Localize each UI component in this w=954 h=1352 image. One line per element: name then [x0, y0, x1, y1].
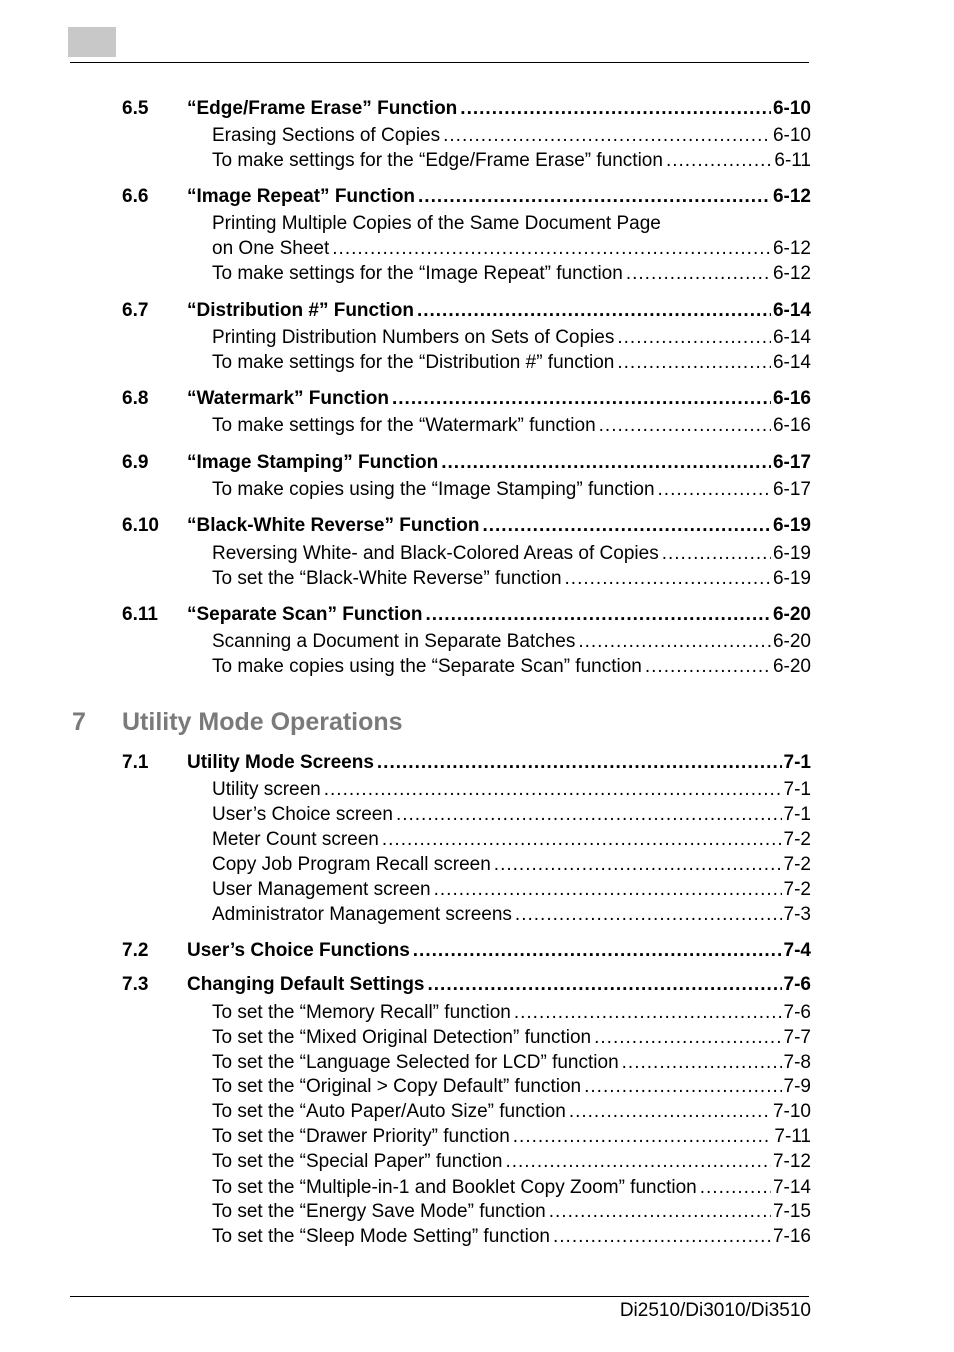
entry-title: To set the “Multiple-in-1 and Booklet Copy Zoom” function: [212, 1177, 697, 1198]
section-number: 6.11: [122, 604, 158, 625]
dot-leader: [553, 1225, 771, 1249]
page-number: 7-15: [772, 1201, 811, 1222]
entry-title: User Management screen: [212, 879, 431, 900]
entry-title: Printing Distribution Numbers on Sets of Copies: [212, 327, 615, 348]
page-number: 6-10: [772, 98, 811, 119]
entry-title: To set the “Mixed Original Detection” function: [212, 1027, 592, 1048]
toc-section-entry[interactable]: [122, 451, 811, 475]
dot-leader: [382, 828, 782, 852]
dot-leader: [332, 237, 771, 261]
page-number: 6-10: [772, 125, 811, 146]
toc-section-entry[interactable]: [122, 939, 811, 963]
entry-title: on One Sheet: [212, 238, 330, 259]
dot-leader: [599, 414, 771, 438]
page-number: 6-14: [772, 327, 811, 348]
toc-section-entry[interactable]: [122, 185, 811, 209]
dot-leader: [418, 185, 771, 209]
dot-leader: [565, 567, 771, 591]
toc-subsection-entry[interactable]: [212, 351, 811, 375]
section-number: 6.10: [122, 515, 159, 536]
page-number: 7-2: [783, 854, 811, 875]
dot-leader: [617, 351, 771, 375]
dot-leader: [700, 1176, 771, 1200]
page-number: 6-11: [774, 150, 811, 171]
chapter-tab-marker: [68, 27, 116, 57]
dot-leader: [441, 451, 771, 475]
page-number: 7-1: [783, 752, 811, 773]
section-number: 7.1: [122, 752, 149, 773]
dot-leader: [482, 514, 771, 538]
dot-leader: [425, 603, 771, 627]
dot-leader: [513, 1125, 773, 1149]
page-number: 6-20: [772, 604, 811, 625]
page-number: 6-16: [772, 415, 811, 436]
entry-title: To make settings for the “Watermark” function: [212, 415, 596, 436]
entry-title: “Black-White Reverse” Function: [187, 515, 480, 536]
toc-subsection-entry[interactable]: [212, 778, 811, 802]
entry-title: “Edge/Frame Erase” Function: [187, 98, 458, 119]
toc-subsection-entry[interactable]: [212, 1100, 811, 1124]
toc-subsection-entry[interactable]: [212, 542, 811, 566]
page-number: 7-6: [783, 1002, 811, 1023]
dot-leader: [494, 853, 782, 877]
toc-subsection-entry[interactable]: [212, 1125, 811, 1149]
entry-title: To make copies using the “Image Stamping” function: [212, 479, 655, 500]
dot-leader: [443, 124, 771, 148]
chapter-number: 7: [72, 708, 86, 736]
page-number: 7-14: [772, 1177, 811, 1198]
toc-subsection-entry[interactable]: [212, 1225, 811, 1249]
entry-title: “Separate Scan” Function: [187, 604, 423, 625]
toc-subsection-entry[interactable]: [212, 1150, 811, 1174]
page-number: 7-1: [783, 779, 811, 800]
dot-leader: [460, 97, 771, 121]
dot-leader: [578, 630, 771, 654]
footer-rule: [70, 1296, 809, 1297]
entry-title: “Image Repeat” Function: [187, 186, 416, 207]
toc-section-entry[interactable]: [122, 603, 811, 627]
toc-subsection-entry[interactable]: [212, 1176, 811, 1200]
dot-leader: [645, 655, 771, 679]
dot-leader: [666, 149, 772, 173]
page-number: 7-1: [783, 804, 811, 825]
page-number: 7-3: [783, 904, 811, 925]
page-number: 6-14: [772, 300, 811, 321]
page-number: 7-8: [783, 1052, 811, 1073]
entry-title: To make copies using the “Separate Scan” function: [212, 656, 642, 677]
entry-title: To set the “Drawer Priority” function: [212, 1126, 510, 1147]
dot-leader: [584, 1075, 781, 1099]
dot-leader: [392, 387, 771, 411]
section-number: 6.8: [122, 388, 149, 409]
toc-subsection-entry[interactable]: [212, 567, 811, 591]
toc-subsection-entry[interactable]: [212, 262, 811, 286]
toc-subsection-entry[interactable]: [212, 903, 811, 927]
entry-title: To set the “Energy Save Mode” function: [212, 1201, 546, 1222]
dot-leader: [549, 1200, 771, 1224]
toc-subsection-entry[interactable]: [212, 237, 811, 261]
dot-leader: [505, 1150, 771, 1174]
toc-subsection-entry[interactable]: [212, 1200, 811, 1224]
toc-section-entry[interactable]: [122, 299, 811, 323]
page-number: 6-19: [772, 568, 811, 589]
dot-leader: [428, 973, 782, 997]
page-number: 6-19: [772, 543, 811, 564]
page-number: 6-20: [772, 656, 811, 677]
entry-title: Administrator Management screens: [212, 904, 512, 925]
dot-leader: [413, 939, 782, 963]
toc-subsection-entry[interactable]: [212, 478, 811, 502]
page-number: 6-17: [772, 452, 811, 473]
toc-section-entry[interactable]: [122, 514, 811, 538]
section-number: 7.3: [122, 974, 149, 995]
page-number: 7-2: [783, 829, 811, 850]
entry-title: To set the “Memory Recall” function: [212, 1002, 511, 1023]
toc-subsection-entry[interactable]: [212, 124, 811, 148]
entry-title: Reversing White- and Black-Colored Areas of Copies: [212, 543, 659, 564]
entry-title: To set the “Sleep Mode Setting” function: [212, 1226, 550, 1247]
header-rule: [70, 62, 809, 63]
chapter-heading: [72, 706, 403, 738]
page-number: 6-12: [772, 263, 811, 284]
toc-subsection-entry[interactable]: [212, 1075, 811, 1099]
page-number: 6-19: [772, 515, 811, 536]
section-number: 6.6: [122, 186, 149, 207]
dot-leader: [622, 1051, 782, 1075]
dot-leader: [434, 878, 782, 902]
entry-title: “Image Stamping” Function: [187, 452, 439, 473]
toc-section-entry[interactable]: [122, 751, 811, 775]
toc-line: Printing Multiple Copies of the Same Document Page: [212, 213, 661, 234]
dot-leader: [324, 778, 782, 802]
entry-title: To set the “Black-White Reverse” function: [212, 568, 562, 589]
dot-leader: [626, 262, 771, 286]
toc-subsection-entry[interactable]: [212, 1026, 811, 1050]
toc-section-entry[interactable]: [122, 387, 811, 411]
entry-title: Copy Job Program Recall screen: [212, 854, 491, 875]
entry-title: To set the “Special Paper” function: [212, 1151, 503, 1172]
toc-subsection-entry[interactable]: [212, 630, 811, 654]
dot-leader: [377, 751, 782, 775]
dot-leader: [617, 326, 771, 350]
page-number: 6-12: [772, 238, 811, 259]
page-number: 7-6: [783, 974, 811, 995]
entry-title: Utility Mode Screens: [187, 752, 374, 773]
page-number: 6-12: [772, 186, 811, 207]
dot-leader: [515, 903, 782, 927]
page-number: 7-4: [783, 940, 811, 961]
section-number: 7.2: [122, 940, 149, 961]
page-number: 7-11: [774, 1126, 811, 1147]
page-number: 7-9: [783, 1076, 811, 1097]
entry-title: Changing Default Settings: [187, 974, 425, 995]
toc-subsection-entry[interactable]: [212, 326, 811, 350]
entry-title: To make settings for the “Distribution #” function: [212, 352, 615, 373]
toc-section-entry[interactable]: [122, 973, 811, 997]
entry-title: Utility screen: [212, 779, 321, 800]
toc-subsection-entry[interactable]: [212, 828, 811, 852]
section-number: 6.5: [122, 98, 149, 119]
page-number: 7-10: [772, 1101, 811, 1122]
entry-title: “Distribution #” Function: [187, 300, 414, 321]
entry-title: User’s Choice screen: [212, 804, 393, 825]
toc-section-entry[interactable]: [122, 97, 811, 121]
page-number: 6-14: [772, 352, 811, 373]
entry-title: User’s Choice Functions: [187, 940, 410, 961]
page-number: 7-12: [772, 1151, 811, 1172]
dot-leader: [396, 803, 782, 827]
page-number: 6-20: [772, 631, 811, 652]
toc-subsection-entry[interactable]: [212, 1001, 811, 1025]
dot-leader: [569, 1100, 771, 1124]
page-number: 7-7: [783, 1027, 811, 1048]
dot-leader: [662, 542, 771, 566]
dot-leader: [514, 1001, 782, 1025]
toc-subsection-entry[interactable]: [212, 803, 811, 827]
entry-title: To set the “Auto Paper/Auto Size” function: [212, 1101, 566, 1122]
page-number: 7-16: [772, 1226, 811, 1247]
toc-subsection-entry[interactable]: [212, 878, 811, 902]
toc-subsection-entry[interactable]: [212, 655, 811, 679]
footer-model: Di2510/Di3010/Di3510: [619, 1300, 811, 1321]
toc-subsection-entry[interactable]: [212, 414, 811, 438]
dot-leader: [594, 1026, 781, 1050]
dot-leader: [658, 478, 771, 502]
entry-title: “Watermark” Function: [187, 388, 389, 409]
page-number: 6-17: [772, 479, 811, 500]
toc-subsection-entry[interactable]: [212, 149, 811, 173]
entry-title: To set the “Original > Copy Default” function: [212, 1076, 582, 1097]
page-number: 6-16: [772, 388, 811, 409]
toc-subsection-entry[interactable]: [212, 853, 811, 877]
toc-subsection-entry[interactable]: [212, 1051, 811, 1075]
chapter-title: Utility Mode Operations: [122, 708, 403, 736]
entry-title: To set the “Language Selected for LCD” function: [212, 1052, 619, 1073]
entry-title: Meter Count screen: [212, 829, 379, 850]
page-number: 7-2: [783, 879, 811, 900]
entry-title: Scanning a Document in Separate Batches: [212, 631, 576, 652]
dot-leader: [417, 299, 771, 323]
entry-title: To make settings for the “Image Repeat” function: [212, 263, 623, 284]
section-number: 6.9: [122, 452, 149, 473]
entry-title: Erasing Sections of Copies: [212, 125, 441, 146]
entry-title: To make settings for the “Edge/Frame Erase” function: [212, 150, 663, 171]
section-number: 6.7: [122, 300, 149, 321]
